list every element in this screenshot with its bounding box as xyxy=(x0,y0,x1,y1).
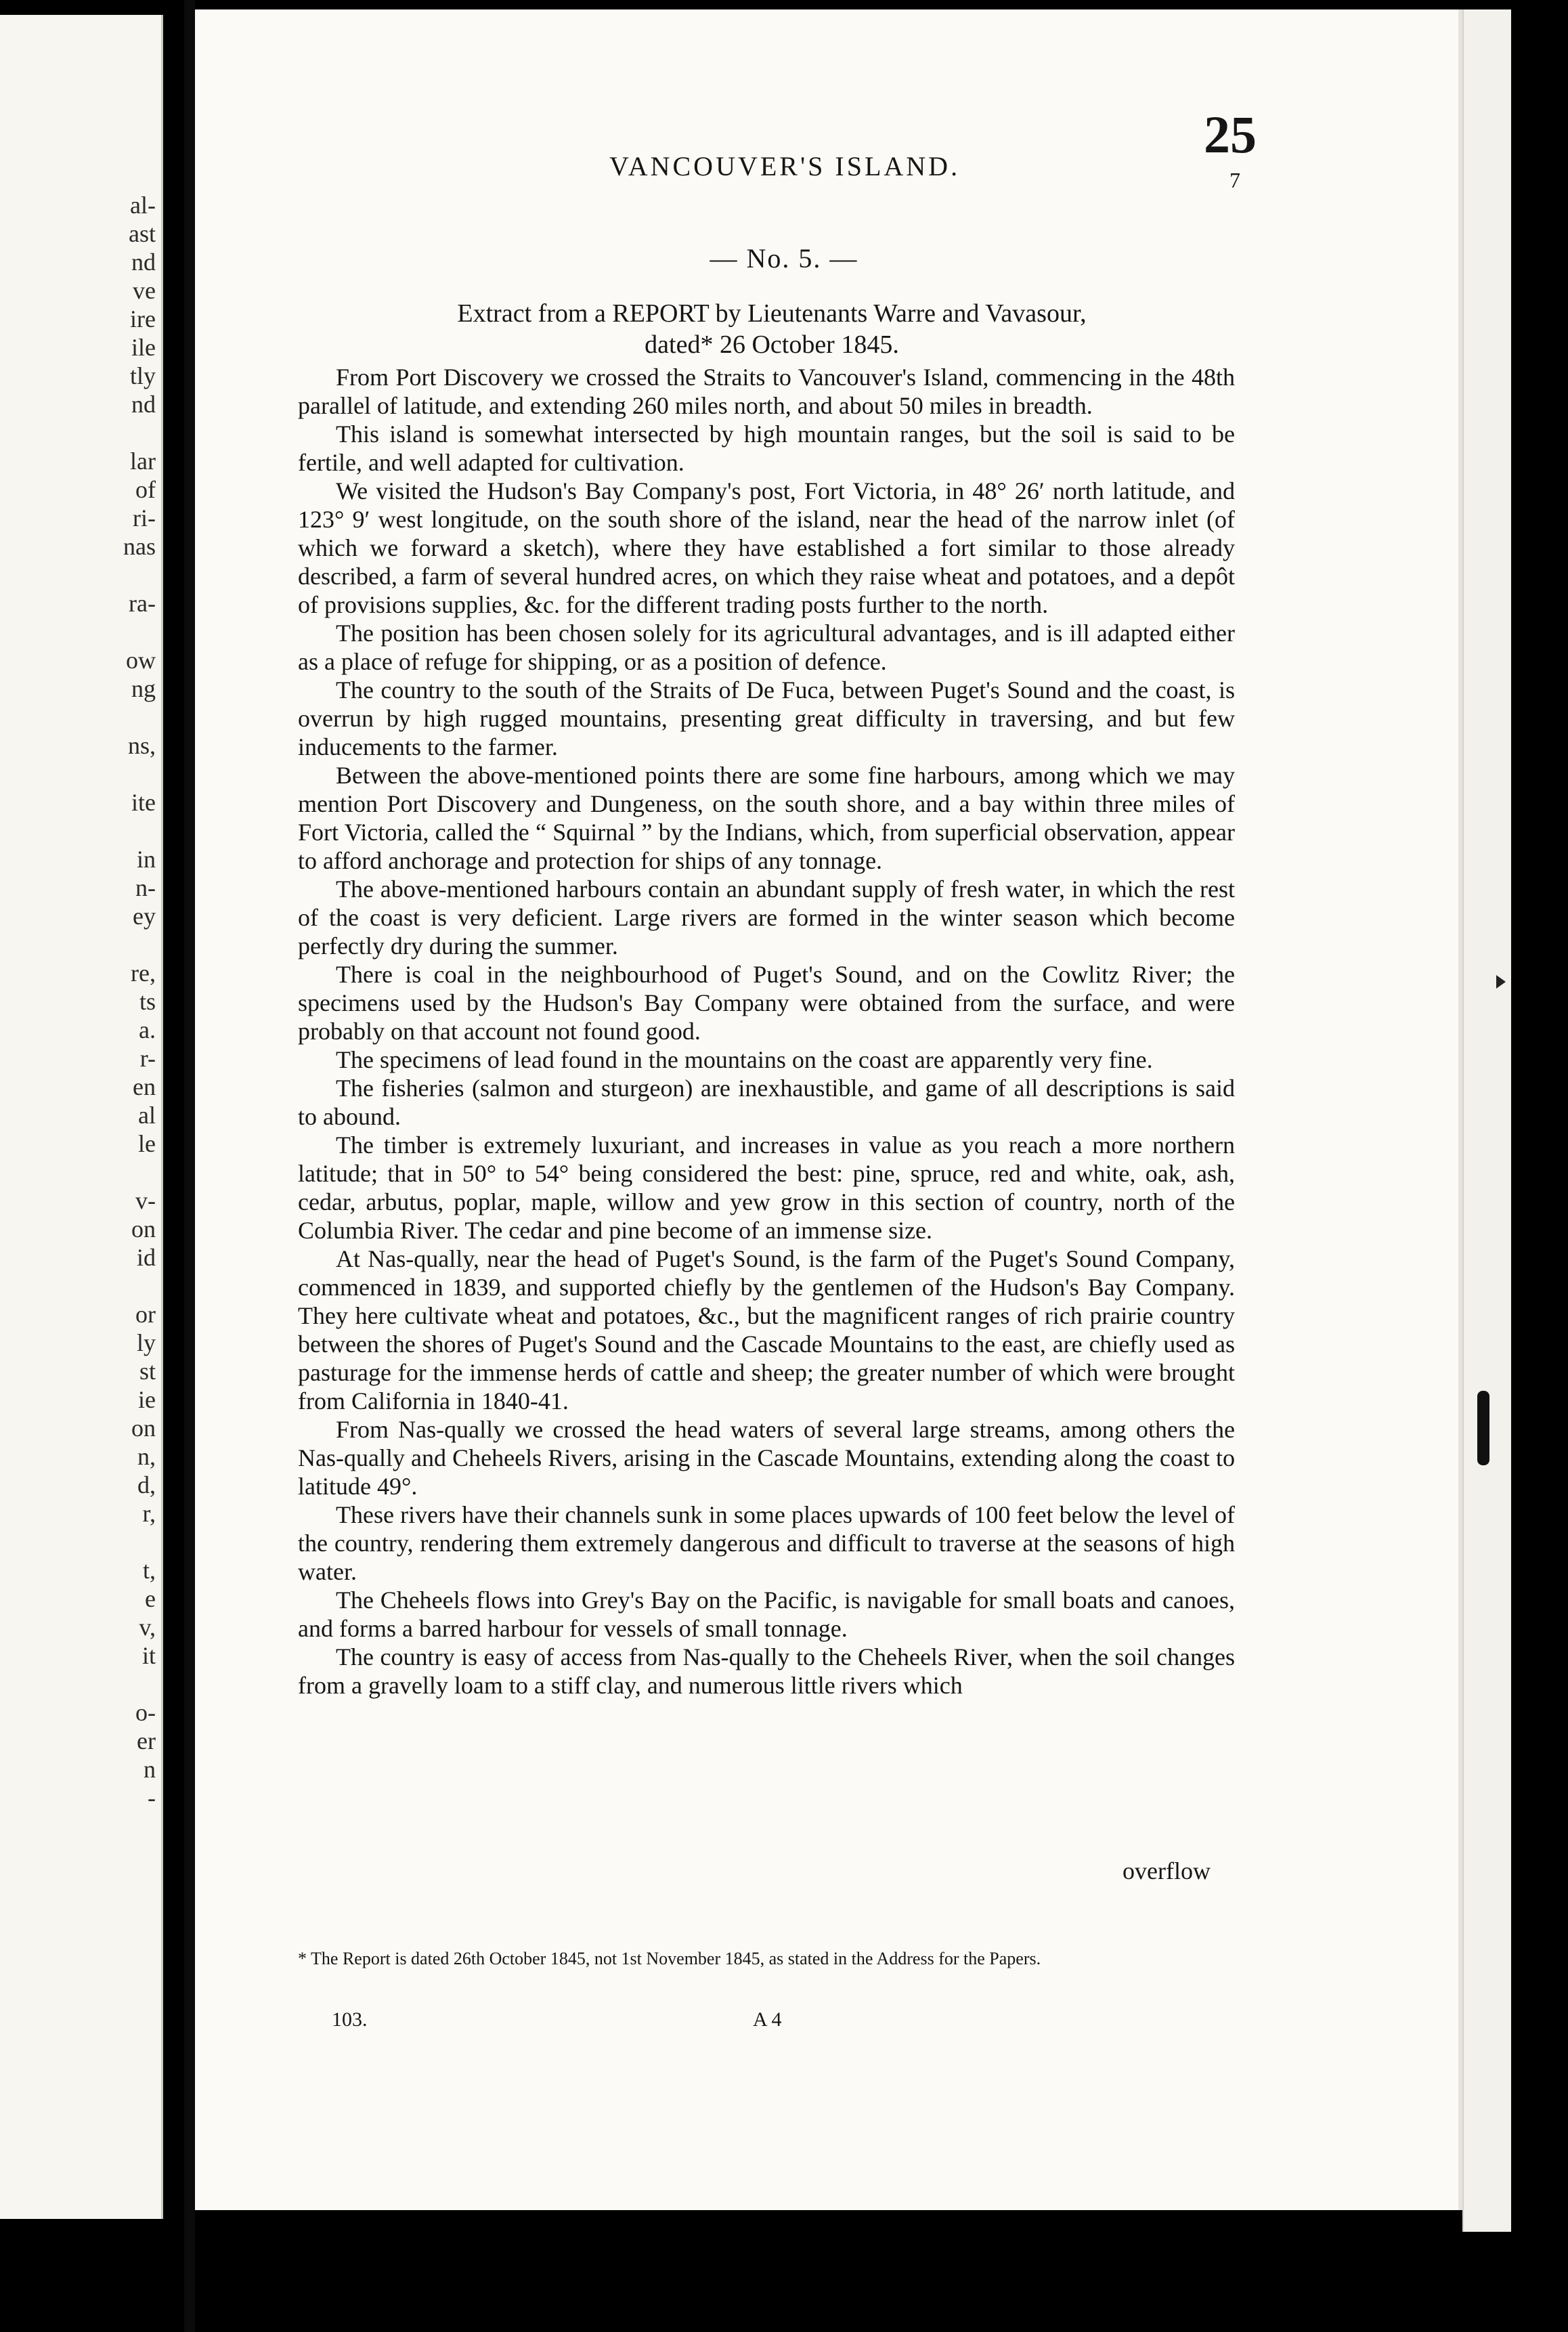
body-paragraph: There is coal in the neighbourhood of Puget's Sound, and on the Cowlitz River; the specimens used by the Hudson's Bay Company were obtained from the surface, and were probably on that account not found good. xyxy=(298,961,1235,1045)
signature-number: 103. xyxy=(332,2008,368,2031)
left-page-fragment: v- xyxy=(135,1187,156,1214)
document-number: — No. 5. — xyxy=(710,243,858,274)
left-page-fragment: nd xyxy=(131,391,156,418)
left-page-fragment: in xyxy=(136,846,156,873)
report-body xyxy=(298,363,1235,1700)
body-paragraph: The fisheries (salmon and sturgeon) are inexhaustible, and game of all descriptions is said to abound. xyxy=(298,1075,1235,1130)
left-page-fragment: n- xyxy=(135,874,156,901)
left-page-fragment: n, xyxy=(137,1443,156,1470)
body-paragraph: The Cheheels flows into Grey's Bay on the Pacific, is navigable for small boats and canoes, and forms a barred harbour for vessels of small tonnage. xyxy=(298,1586,1235,1642)
left-page-fragment: ey xyxy=(133,903,156,930)
left-page-fragment: ts xyxy=(139,988,156,1015)
left-page-fragment: on xyxy=(131,1415,156,1442)
book-gutter xyxy=(184,0,195,2332)
left-page-fragment: nas xyxy=(123,533,156,560)
report-title-date: dated* 26 October 1845. xyxy=(645,330,899,359)
left-page-fragment: it xyxy=(141,1642,156,1669)
body-paragraph: From Nas-qually we crossed the head waters of several large streams, among others the Nas-qually and Cheheels Rivers, arising in the Cascade Mountains, extending along the coast to latitude 49°. xyxy=(298,1416,1235,1500)
left-facing-page xyxy=(0,15,163,2219)
left-page-fragment: t, xyxy=(142,1557,156,1584)
left-page-text-fragments xyxy=(123,191,156,1812)
left-page-fragment: v, xyxy=(139,1614,156,1641)
left-page-fragment: ast xyxy=(129,220,156,247)
left-page-fragment: id xyxy=(136,1244,156,1271)
left-page-fragment: lar xyxy=(130,448,156,475)
left-page-fragment: of xyxy=(135,476,156,503)
left-page-fragment: - xyxy=(148,1784,156,1811)
left-page-fragment: st xyxy=(139,1358,156,1385)
left-page-fragment: a. xyxy=(139,1016,156,1043)
sub-page-number: 7 xyxy=(1229,168,1240,192)
body-paragraph: We visited the Hudson's Bay Company's post, Fort Victoria, in 48° 26′ north latitude, and 123° 9′ west longitude, on the south shore of the island, near the head of the narrow inlet (of which we forward a sketch), where they have established a fort similar to those already described, a farm of several hundred acres, on which they raise wheat and potatoes, and a depôt of provisions supplies, &c. for the different trading posts further to the north. xyxy=(298,477,1235,618)
left-page-fragment: n xyxy=(144,1756,156,1783)
left-page-fragment xyxy=(123,1158,156,1186)
left-page-fragment: al- xyxy=(130,192,156,219)
body-paragraph: The above-mentioned harbours contain an abundant supply of fresh water, in which the rest of the coast is very deficient. Large rivers are formed in the winter season which become perfectly dry during the summer. xyxy=(298,876,1235,959)
left-page-fragment xyxy=(123,817,156,845)
left-page-fragment: al xyxy=(138,1102,156,1129)
left-page-fragment: ve xyxy=(133,277,156,304)
report-title xyxy=(298,298,1246,360)
left-page-fragment: ow xyxy=(126,647,156,674)
signature-mark: A 4 xyxy=(753,2008,782,2031)
left-page-fragment: d, xyxy=(137,1471,156,1498)
left-page-fragment: ie xyxy=(138,1386,156,1413)
left-page-fragment xyxy=(123,418,156,447)
left-page-fragment: or xyxy=(135,1301,156,1328)
catchword: overflow xyxy=(1123,1857,1211,1884)
page-number: 25 xyxy=(1204,105,1257,164)
left-page-fragment xyxy=(123,561,156,589)
body-paragraph: Between the above-mentioned points there are some fine harbours, among which we may mention Port Discovery and Dungeness, on the south shore, and a bay within three miles of Fort Victoria, called the “ Squirnal ” by the Indians, which, from superficial observation, appear to afford anchorage and protection for ships of any tonnage. xyxy=(298,762,1235,874)
left-page-fragment: ly xyxy=(136,1329,156,1356)
left-page-fragment: on xyxy=(131,1215,156,1243)
left-page-fragment: e xyxy=(145,1585,156,1612)
body-paragraph: The country to the south of the Straits of De Fuca, between Puget's Sound and the coast, is overrun by high rugged mountains, presenting great difficulty in traversing, and but few inducements to the farmer. xyxy=(298,676,1235,760)
body-paragraph: The timber is extremely luxuriant, and increases in value as you reach a more northern latitude; that in 50° to 54° being considered the best: pine, spruce, red and white, oak, ash, cedar, arbutus, poplar, maple, willow and yew grow in this section of country, north of the Columbia River. The cedar and pine become of an immense size. xyxy=(298,1131,1235,1244)
left-page-fragment: ire xyxy=(130,305,156,332)
left-page-fragment: tly xyxy=(129,362,156,389)
body-paragraph: These rivers have their channels sunk in some places upwards of 100 feet below the level of the country, rendering them extremely dangerous and difficult to traverse at the seasons of high water. xyxy=(298,1501,1235,1585)
edge-mark xyxy=(1477,1391,1489,1465)
left-page-fragment: ns, xyxy=(127,732,156,759)
left-page-fragment: ile xyxy=(131,334,156,361)
left-page-fragment xyxy=(123,618,156,646)
edge-pointer-icon xyxy=(1496,975,1506,989)
left-page-fragment xyxy=(123,1272,156,1300)
left-page-fragment xyxy=(123,930,156,959)
body-paragraph: This island is somewhat intersected by high mountain ranges, but the soil is said to be fertile, and well adapted for cultivation. xyxy=(298,420,1235,476)
left-page-fragment: nd xyxy=(131,249,156,276)
body-paragraph: The position has been chosen solely for its agricultural advantages, and is ill adapted either as a place of refuge for shipping, or as a position of defence. xyxy=(298,620,1235,675)
left-page-fragment xyxy=(123,1528,156,1556)
left-page-fragment: o- xyxy=(135,1699,156,1726)
left-page-fragment xyxy=(123,760,156,788)
left-page-fragment: er xyxy=(137,1727,156,1754)
page-edge xyxy=(1462,9,1511,2232)
left-page-fragment: ng xyxy=(131,675,156,702)
body-paragraph: From Port Discovery we crossed the Straits to Vancouver's Island, commencing in the 48th parallel of latitude, and extending 260 miles north, and about 50 miles in breadth. xyxy=(298,364,1235,419)
left-page-fragment: ite xyxy=(131,789,156,816)
left-page-fragment: le xyxy=(138,1130,156,1157)
left-page-fragment: en xyxy=(133,1073,156,1100)
left-page-fragment: ri- xyxy=(133,504,156,532)
left-page-fragment: r- xyxy=(139,1045,156,1072)
running-head: VANCOUVER'S ISLAND. xyxy=(609,151,961,181)
body-paragraph: The country is easy of access from Nas-qually to the Cheheels River, when the soil changes from a gravelly loam to a stiff clay, and numerous little rivers which xyxy=(298,1643,1235,1699)
report-title-line: Extract from a REPORT by Lieutenants Warre and Vavasour, xyxy=(457,299,1087,328)
body-paragraph: The specimens of lead found in the mountains on the coast are apparently very fine. xyxy=(336,1046,1153,1073)
left-page-fragment xyxy=(123,1670,156,1698)
body-paragraph: At Nas-qually, near the head of Puget's Sound, is the farm of the Puget's Sound Company, commenced in 1839, and supported chiefly by the gentlemen of the Hudson's Bay Company. They here cultivate wheat and potatoes, &c., but the magnificent ranges of rich prairie country between the shores of Puget's Sound and the Cascade Mountains to the east, are chiefly used as pasturage for the immense herds of cattle and sheep; the greater number of which were brought from California in 1840-41. xyxy=(298,1245,1235,1415)
left-page-fragment: ra- xyxy=(129,590,156,617)
left-page-fragment: r, xyxy=(142,1500,156,1527)
footnote: * The Report is dated 26th October 1845, not 1st November 1845, as stated in the Address for the Papers. xyxy=(298,1949,1041,1968)
left-page-fragment xyxy=(123,703,156,731)
left-page-fragment: re, xyxy=(131,959,156,987)
